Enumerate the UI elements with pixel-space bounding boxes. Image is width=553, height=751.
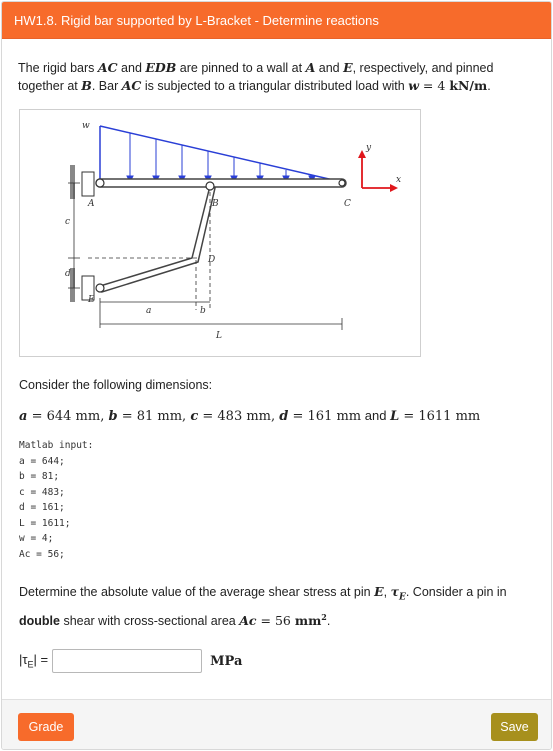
dimensions-line: a = 644 mm, b = 81 mm, c = 483 mm, d = 161 mm and L = 1611 mm [19,408,481,424]
load-slope-line [100,126,342,182]
label-D: D [208,255,216,265]
action-footer [2,699,552,750]
bar-edb [100,186,215,292]
matlab-line: L = 1611; [19,517,71,529]
load-arrows [127,133,315,182]
matlab-heading: Matlab input: [19,440,94,451]
dimension-dashes [88,192,210,310]
question-prompt: Determine the absolute value of the average shear stress at pin E, $\tau_E$. Consider a pin in double shear with cross-sectional area Ac = 56 $mm^2$. [19,584,507,628]
label-E: E [88,295,95,305]
label-b: b [200,306,206,316]
answer-label: $|\tau_E|$ = [19,652,49,670]
grade-button[interactable]: Grade [18,713,74,741]
label-C: C [344,199,351,209]
end-c [339,180,345,186]
label-y: y [366,143,372,153]
problem-figure [19,109,421,357]
label-d: d [65,269,71,279]
matlab-line: w = 4; [19,533,54,544]
structure-diagram [20,110,420,356]
dimension-lines-bottom [100,298,342,330]
label-L: L [216,331,222,341]
answer-unit: MPa [210,653,243,669]
dimensions-intro: Consider the following dimensions: [19,378,213,392]
problem-statement: The rigid bars AC and EDB are pinned to a wall at A and E, respectively, and pinned together at B. Bar AC is subjected to a triangular distributed load with w = 4 kN/m. [18,60,494,93]
matlab-line: c = 483; [19,486,65,498]
question-card [1,1,552,750]
y-axis-head [358,150,366,158]
matlab-line: d = 161; [19,502,65,513]
bracket-a [82,172,94,196]
answer-row [19,649,242,673]
label-A: A [88,199,95,209]
label-w: w [82,121,90,131]
matlab-input-block [19,438,93,562]
label-a: a [146,306,152,316]
save-button[interactable]: Save [491,713,538,741]
question-header [2,2,551,39]
label-B: B [212,199,219,209]
question-title: HW1.8. Rigid bar supported by L-Bracket - Determine reactions [14,13,379,28]
pin-b [206,182,214,190]
pin-e [96,284,104,292]
label-c: c [65,217,71,227]
matlab-line: a = 644; [19,455,65,467]
answer-input[interactable] [52,649,202,673]
bar-ac [96,179,346,187]
matlab-line: Ac = 56; [19,548,65,560]
matlab-line: b = 81; [19,471,60,482]
x-axis-head [390,184,398,192]
pin-a [96,179,104,187]
label-x: x [396,175,402,185]
